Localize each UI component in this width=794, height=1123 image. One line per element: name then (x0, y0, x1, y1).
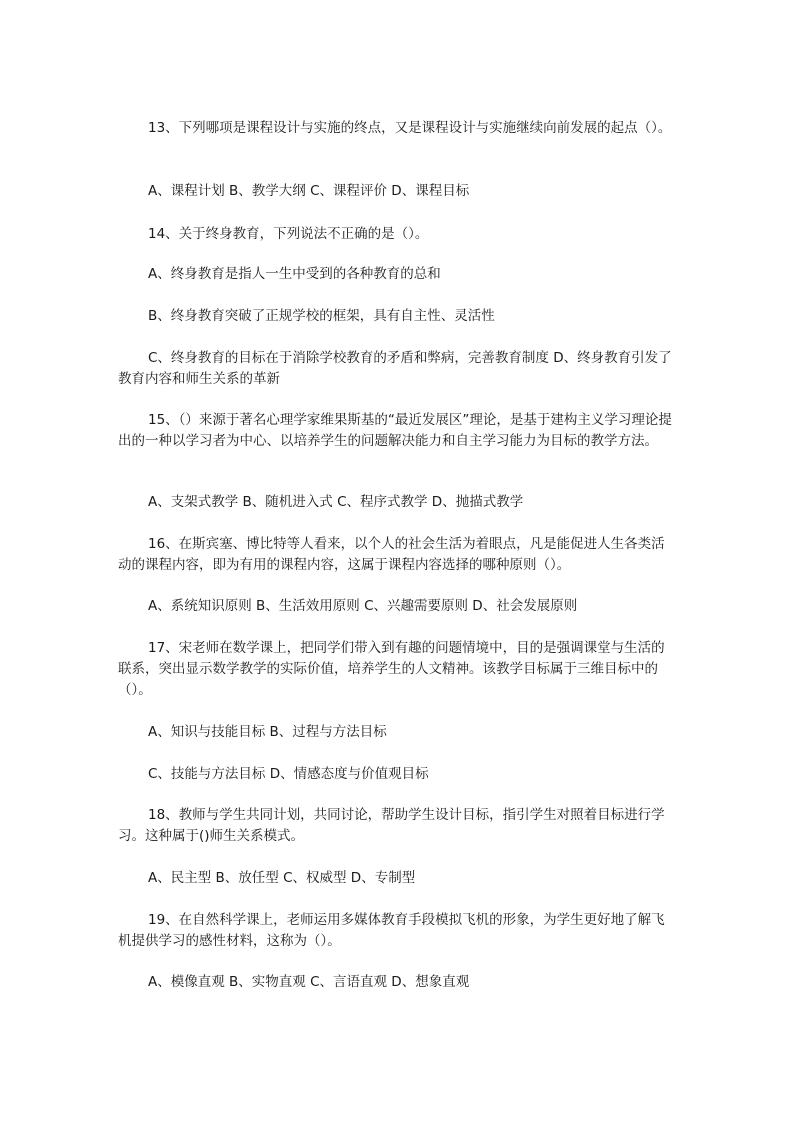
question-13-options: A、课程计划 B、教学大纲 C、课程评价 D、课程目标 (148, 183, 470, 199)
question-15-options: A、支架式教学 B、随机进入式 C、程序式教学 D、抛描式教学 (148, 494, 524, 510)
question-16-options: A、系统知识原则 B、生活效用原则 C、兴趣需要原则 D、社会发展原则 (148, 598, 578, 614)
question-14-option-cd: C、终身教育的目标在于消除学校教育的矛盾和弊病，完善教育制度 D、终身教育引发了教育内容和师生关系的革新 (118, 350, 672, 387)
question-14-option-b: B、终身教育突破了正规学校的框架，具有自主性、灵活性 (148, 308, 495, 324)
question-17-option-cd: C、技能与方法目标 D、情感态度与价值观目标 (148, 766, 429, 782)
question-16-stem: 16、在斯宾塞、博比特等人看来，以个人的社会生活为着眼点，凡是能促进人生各类活动的课程内容，即为有用的课程内容，这属于课程内容选择的哪种原则（）。 (118, 536, 665, 573)
question-13-stem: 13、下列哪项是课程设计与实施的终点，又是课程设计与实施继续向前发展的起点（）。 (148, 120, 672, 136)
question-14-option-a: A、终身教育是指人一生中受到的各种教育的总和 (148, 266, 441, 282)
question-17-stem: 17、宋老师在数学课上，把同学们带入到有趣的问题情境中，目的是强调课堂与生活的联系，突出显示数学教学的实际价值，培养学生的人文精神。该教学目标属于三维目标中的（）。 (118, 640, 665, 698)
question-18-stem: 18、教师与学生共同计划，共同讨论，帮助学生设计目标，指引学生对照着目标进行学习。这种属于()师生关系模式。 (118, 807, 665, 844)
question-19-stem: 19、在自然科学课上，老师运用多媒体教育手段模拟飞机的形象，为学生更好地了解飞机提供学习的感性材料，这称为（）。 (118, 912, 665, 949)
question-19-options: A、模像直观 B、实物直观 C、言语直观 D、想象直观 (148, 974, 470, 990)
question-14-stem: 14、关于终身教育，下列说法不正确的是（）。 (148, 226, 429, 242)
question-15-stem: 15、（）来源于著名心理学家维果斯基的“最近发展区”理论，是基于建构主义学习理论提出的一种以学习者为中心、以培养学生的问题解决能力和自主学习能力为目标的教学方法。 (118, 412, 672, 449)
question-17-option-ab: A、知识与技能目标 B、过程与方法目标 (148, 724, 387, 740)
question-18-options: A、民主型 B、放任型 C、权威型 D、专制型 (148, 870, 416, 886)
